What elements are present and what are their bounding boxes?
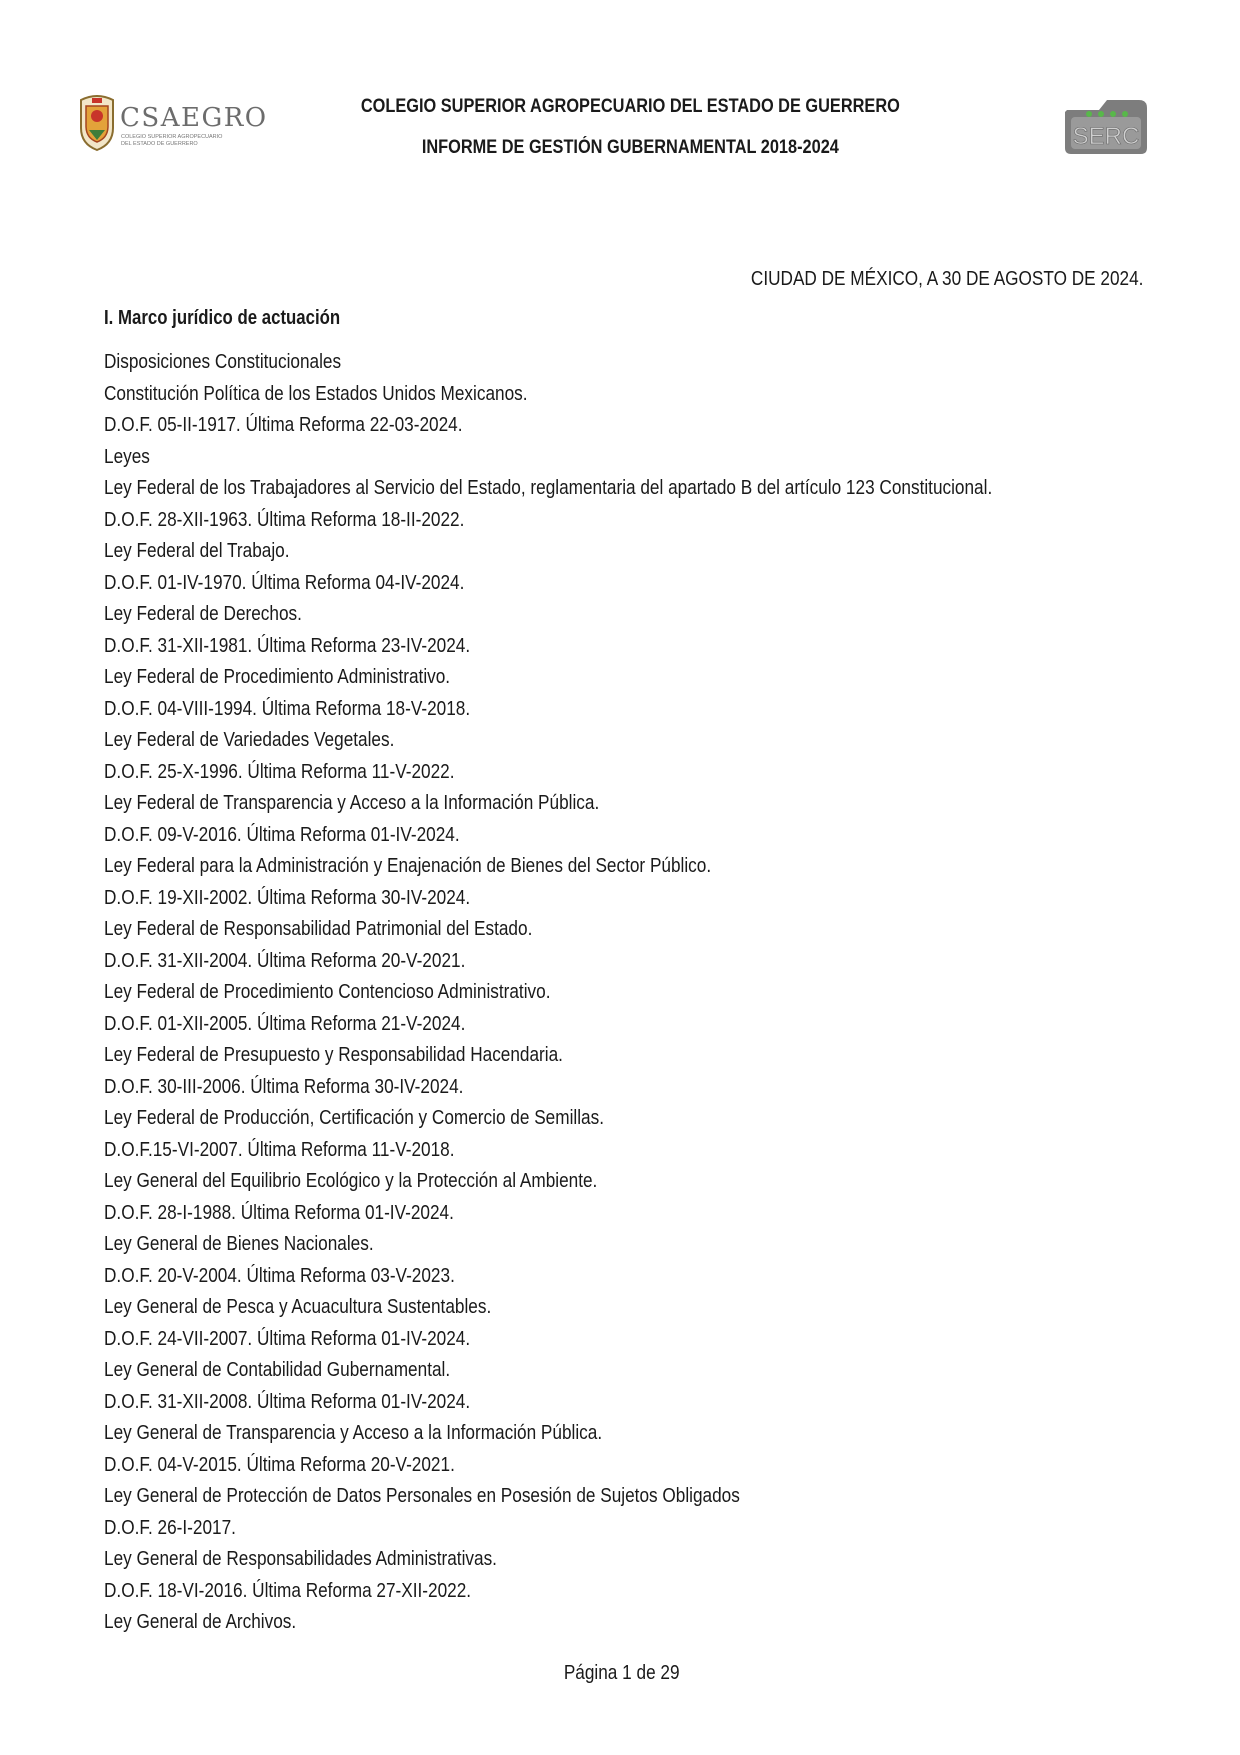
- list-line: Disposiciones Constitucionales: [104, 351, 342, 373]
- serc-logo-icon: [1063, 90, 1149, 156]
- list-line: Ley Federal de Derechos.: [104, 603, 302, 625]
- list-line: Ley General de Bienes Nacionales.: [104, 1233, 374, 1255]
- list-line: Ley General de Archivos.: [104, 1611, 297, 1633]
- header-institution-title: COLEGIO SUPERIOR AGROPECUARIO DEL ESTADO DE GUERRERO: [360, 96, 900, 117]
- list-line: D.O.F. 05-II-1917. Última Reforma 22-03-2024.: [104, 414, 463, 436]
- list-line: D.O.F.15-VI-2007. Última Reforma 11-V-2018.: [104, 1138, 455, 1161]
- list-line: D.O.F. 18-VI-2016. Última Reforma 27-XII-2022.: [104, 1579, 472, 1602]
- list-line: D.O.F. 31-XII-2004. Última Reforma 20-V-2021.: [104, 949, 466, 972]
- list-line: D.O.F. 28-I-1988. Última Reforma 01-IV-2024.: [104, 1201, 454, 1224]
- list-line: Ley General del Equilibrio Ecológico y la Protección al Ambiente.: [104, 1170, 598, 1192]
- section-title: I. Marco jurídico de actuación: [104, 307, 341, 329]
- list-line: D.O.F. 20-V-2004. Última Reforma 03-V-2023.: [104, 1264, 455, 1287]
- legal-framework-list: [104, 347, 1084, 1639]
- list-line: Ley Federal de Variedades Vegetales.: [104, 729, 395, 751]
- list-line: D.O.F. 31-XII-1981. Última Reforma 23-IV-2024.: [104, 634, 471, 657]
- list-line: Ley Federal de Transparencia y Acceso a la Información Pública.: [104, 792, 600, 814]
- list-line: D.O.F. 04-V-2015. Última Reforma 20-V-2021.: [104, 1453, 455, 1476]
- list-line: D.O.F. 09-V-2016. Última Reforma 01-IV-2024.: [104, 823, 460, 846]
- header-report-title: INFORME DE GESTIÓN GUBERNAMENTAL 2018-2024: [421, 137, 839, 158]
- list-line: Ley Federal de los Trabajadores al Servicio del Estado, reglamentaria del apartado B del artículo 123 Constitucional.: [104, 477, 993, 499]
- list-line: D.O.F. 24-VII-2007. Última Reforma 01-IV-2024.: [104, 1327, 471, 1350]
- list-line: Ley General de Protección de Datos Personales en Posesión de Sujetos Obligados: [104, 1485, 740, 1507]
- logo-name: CSAEGRO: [120, 103, 268, 133]
- list-line: Ley Federal de Presupuesto y Responsabilidad Hacendaria.: [104, 1044, 563, 1066]
- list-line: Ley Federal de Producción, Certificación y Comercio de Semillas.: [104, 1107, 604, 1129]
- list-line: Ley Federal para la Administración y Enajenación de Bienes del Sector Público.: [104, 855, 712, 877]
- list-line: Ley Federal del Trabajo.: [104, 540, 290, 562]
- list-line: Ley General de Contabilidad Gubernamental.: [104, 1359, 451, 1381]
- logo-subtitle: COLEGIO SUPERIOR AGROPECUARIO DEL ESTADO DE GUERRERO: [121, 134, 223, 147]
- list-line: Ley General de Responsabilidades Administrativas.: [104, 1548, 497, 1570]
- page-number: Página 1 de 29: [563, 1662, 680, 1684]
- date-line: CIUDAD DE MÉXICO, A 30 DE AGOSTO DE 2024.: [750, 268, 1143, 290]
- list-line: D.O.F. 28-XII-1963. Última Reforma 18-II-2022.: [104, 508, 465, 531]
- list-line: D.O.F. 31-XII-2008. Última Reforma 01-IV-2024.: [104, 1390, 471, 1413]
- list-line: D.O.F. 01-XII-2005. Última Reforma 21-V-2024.: [104, 1012, 466, 1035]
- list-line: Ley Federal de Procedimiento Administrativo.: [104, 666, 451, 688]
- list-line: Constitución Política de los Estados Unidos Mexicanos.: [104, 382, 528, 405]
- list-line: Ley General de Pesca y Acuacultura Sustentables.: [104, 1296, 492, 1318]
- list-line: Ley General de Transparencia y Acceso a la Información Pública.: [104, 1422, 603, 1444]
- list-line: Ley Federal de Procedimiento Contencioso Administrativo.: [104, 981, 551, 1003]
- list-line: Leyes: [104, 445, 150, 468]
- serc-logo-text: SERC: [1072, 123, 1140, 150]
- list-line: D.O.F. 26-I-2017.: [104, 1516, 236, 1539]
- list-line: Ley Federal de Responsabilidad Patrimonial del Estado.: [104, 918, 533, 940]
- list-line: D.O.F. 25-X-1996. Última Reforma 11-V-2022.: [104, 760, 455, 783]
- list-line: D.O.F. 30-III-2006. Última Reforma 30-IV-2024.: [104, 1075, 464, 1098]
- list-line: D.O.F. 01-IV-1970. Última Reforma 04-IV-2024.: [104, 571, 465, 594]
- list-line: D.O.F. 19-XII-2002. Última Reforma 30-IV-2024.: [104, 886, 471, 909]
- list-line: D.O.F. 04-VIII-1994. Última Reforma 18-V-2018.: [104, 697, 471, 720]
